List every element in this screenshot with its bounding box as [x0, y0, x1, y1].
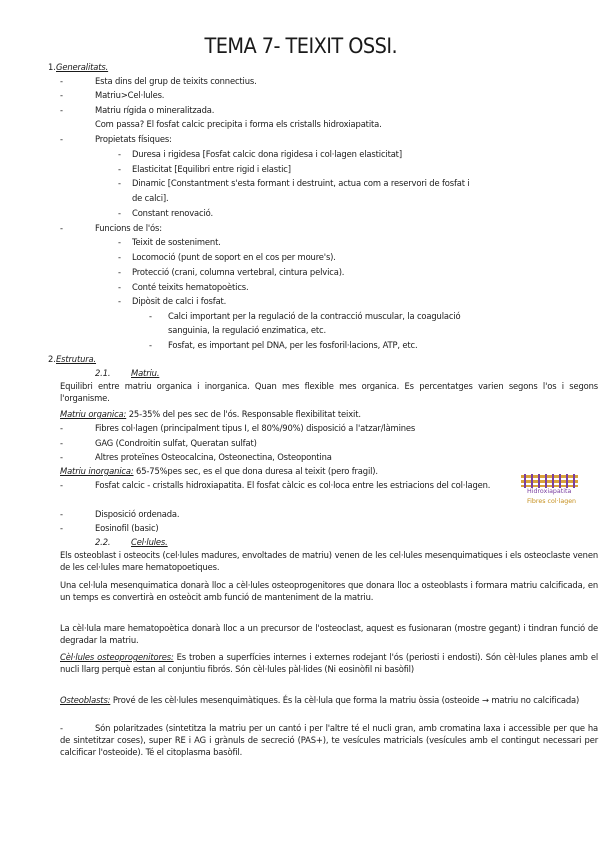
list-item: Dipòsit de calci i fosfat.: [132, 296, 227, 306]
list-item: Constant renovació.: [132, 208, 213, 218]
subsection-title: Matriu.: [131, 368, 160, 378]
bullet-dash: -: [60, 134, 63, 144]
paragraph: La cèl·lula mare hematopoètica donarà lloc a un precursor de l'osteoclast, aquest es fusionaran (mostre gegant) i tindran funció de degradar la matriu.: [60, 623, 598, 645]
collagen-figure: [521, 473, 578, 511]
bullet-dash: -: [60, 76, 63, 86]
list-item: Locomoció (punt de soport en el cos per moure's).: [132, 252, 336, 262]
list-item: Eosinofil (basic): [95, 523, 159, 533]
paragraph: Una cel·lula mesenquimatica donarà lloc a cèl·lules osteoprogenitores que donara lloc a osteoblasts i formara matriu calcificada, en un temps es convertirà en osteòcit amb funció de manteniment de la matriu.: [60, 580, 598, 602]
list-item: Fosfat calcic - cristalls hidroxiapatita. El fosfat càlcic es col·loca entre les estriacions del col·lagen.: [95, 480, 491, 490]
osteoprogenitores-label: Cèl·lules osteoprogenitores:: [60, 652, 174, 662]
fibre-band: [521, 475, 578, 478]
paragraph: Equilibri entre matriu organica i inorganica. Quan mes flexible mes organica. Es percentatges varien segons l'os i segons l'organisme.: [60, 381, 598, 403]
list-item: Fibres col·lagen (principalment tipus I, el 80%/90%) disposició a l'atzar/làmines: [95, 423, 416, 433]
bullet-dash: -: [118, 237, 121, 247]
list-item: Com passa? El fosfat calcic precipita i forma els cristalls hidroxiapatita.: [95, 119, 382, 129]
section-1-number: 1.: [48, 62, 56, 72]
list-item: Disposició ordenada.: [95, 509, 180, 519]
bullet-dash: -: [60, 509, 63, 519]
bullet-dash: -: [60, 723, 63, 733]
list-item: de calci].: [132, 193, 169, 203]
bullet-dash: -: [60, 523, 63, 533]
bullet-dash: -: [118, 252, 121, 262]
list-item: Esta dins del grup de teixits connectius.: [95, 76, 257, 86]
paragraph: Són polaritzades (sintetitza la matriu per un cantó i per l'altre té el nucli gran, amb cromatina laxa i accessible per que ha de sintetitzar coses), super RE i AG i grànuls de secreció (PAS+), te vesícules matricials (vesícules amb el contingut necessari per calcificar l'osteoide). Té el citoplasma basòfil.: [60, 723, 598, 757]
matriu-inorganica-label: Matriu inorganica:: [60, 466, 134, 476]
subsection-number: 2.2.: [95, 537, 111, 547]
osteoprogenitores-text: Es troben a superfícies internes i externes rodejant l'ós (periosti i endosti). Són cèl·lules planes amb el nucli llarg perquè estan al conjuntiu fibrós. Són cèl·lules pàl·lides (Ni eosinòfil ni basòfil): [60, 652, 599, 674]
matriu-organica-line: [60, 408, 361, 420]
list-item: GAG (Condroitin sulfat, Queratan sulfat): [95, 438, 257, 448]
section-1-heading: Generalitats.: [56, 62, 109, 72]
bullet-dash: -: [118, 178, 121, 188]
list-item: Conté teixits hematopoètics.: [132, 282, 249, 292]
bullet-dash: -: [118, 296, 121, 306]
list-item: Dinamic [Constantment s'esta formant i destruint, actua com a reservori de fosfat i: [132, 178, 470, 188]
bullet-dash: -: [149, 311, 152, 321]
fibre-band: [521, 480, 578, 483]
paragraph-osteoprogenitores: [60, 651, 598, 675]
collagen-fibres-illustration: [521, 474, 578, 488]
section-2-number: 2.: [48, 354, 56, 364]
fibre-band: [521, 485, 578, 487]
bullet-dash: -: [60, 452, 63, 462]
bullet-dash: -: [60, 223, 63, 233]
list-item: Fosfat, es important pel DNA, per les fosforil·lacions, ATP, etc.: [168, 340, 418, 350]
bullet-dash: -: [60, 423, 63, 433]
list-item: Elasticitat [Equilibri entre rigid i elastic]: [132, 164, 291, 174]
bullet-dash: -: [118, 208, 121, 218]
bullet-dash: -: [118, 282, 121, 292]
bullet-dash: -: [60, 90, 63, 100]
paragraph-osteoblasts: [60, 694, 598, 706]
list-item: Matriu>Cel·lules.: [95, 90, 165, 100]
section-2-heading: Estrutura.: [56, 354, 97, 364]
matriu-organica-label: Matriu organica:: [60, 409, 127, 419]
list-item: Calci important per la regulació de la contracció muscular, la coagulació: [168, 311, 461, 321]
page-title: TEMA 7- TEIXIT OSSI.: [204, 34, 398, 58]
bullet-dash: -: [118, 164, 121, 174]
paragraph: Els osteoblast i osteocits (cel·lules madures, envoltades de matriu) venen de les cel·lules mesenquimatiques i els osteoclaste venen de les cel·lules mare hematopoetiques.: [60, 550, 598, 572]
bullet-dash: -: [60, 480, 63, 490]
matriu-inorganica-line: [60, 465, 378, 477]
list-item: Propietats físiques:: [95, 134, 172, 144]
bullet-dash: -: [149, 340, 152, 350]
subsection-title: Cel·lules.: [131, 537, 168, 547]
list-item: Matriu rígida o mineralitzada.: [95, 105, 215, 115]
osteoblasts-text: Prové de les cèl·lules mesenquimàtiques. És la cèl·lula que forma la matriu òssia (osteoide → matriu no calcificada): [110, 695, 580, 705]
list-item: Teixit de sosteniment.: [132, 237, 221, 247]
list-item: Funcions de l'ós:: [95, 223, 162, 233]
figure-label-hydroxyapatite: Hidroxiapatita: [527, 488, 572, 495]
list-item: Duresa i rigidesa [Fosfat calcic dona rigidesa i col·lagen elasticitat]: [132, 149, 402, 159]
list-item: Altres proteïnes Osteocalcina, Osteonectina, Osteopontina: [95, 452, 332, 462]
list-item: Protecció (crani, columna vertebral, cintura pelvica).: [132, 267, 345, 277]
bullet-dash: -: [60, 105, 63, 115]
figure-label-collagen: Fibres col·lagen: [527, 498, 577, 505]
subsection-number: 2.1.: [95, 368, 111, 378]
osteoblasts-label: Osteoblasts:: [60, 695, 111, 705]
list-item: sanguinia, la regulació enzimatica, etc.: [168, 325, 327, 335]
bullet-dash: -: [118, 149, 121, 159]
bullet-dash: -: [60, 438, 63, 448]
bullet-dash: -: [118, 267, 121, 277]
matriu-inorganica-text: 65-75%pes sec, es el que dona duresa al teixit (pero fragil).: [133, 466, 378, 476]
matriu-organica-text: 25-35% del pes sec de l'ós. Responsable flexibilitat teixit.: [126, 409, 361, 419]
